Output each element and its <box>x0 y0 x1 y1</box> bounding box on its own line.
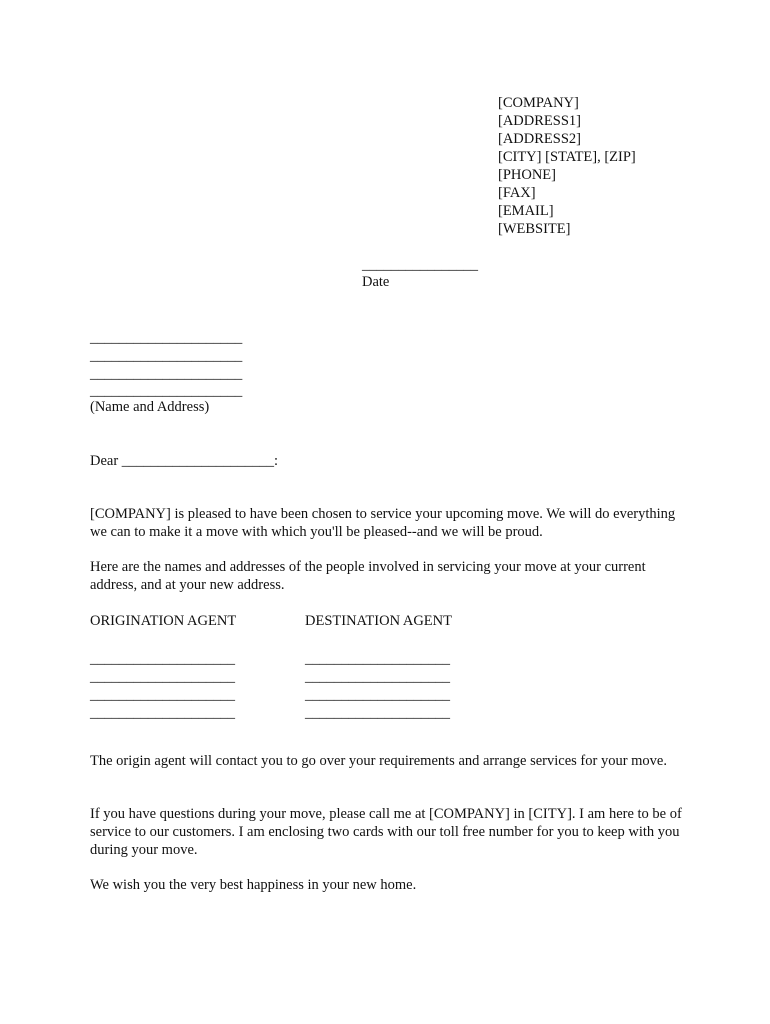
origination-agent-heading: ORIGINATION AGENT <box>90 613 237 629</box>
recipient-label: (Name and Address) <box>90 399 210 415</box>
letterhead-company: [COMPANY] <box>498 95 579 111</box>
origination-agent-line: ____________________ <box>90 687 235 703</box>
destination-agent-line: ____________________ <box>305 669 450 685</box>
recipient-line: _____________________ <box>90 330 243 346</box>
destination-agent-line: ____________________ <box>305 705 450 721</box>
letterhead-website: [WEBSITE] <box>498 221 571 237</box>
body-paragraph-3: The origin agent will contact you to go over your requirements and arrange services for your move. <box>90 753 667 769</box>
body-paragraph-5: We wish you the very best happiness in your new home. <box>90 877 417 893</box>
recipient-line: _____________________ <box>90 348 243 364</box>
letterhead-city-state-zip: [CITY] [STATE], [ZIP] <box>498 149 636 165</box>
body-paragraph-4: If you have questions during your move, please call me at [COMPANY] in [CITY]. I am here to be of service to our customers. I am enclosing two cards with our toll free number for you to keep with you during your move. <box>90 806 682 858</box>
origination-agent-line: ____________________ <box>90 705 235 721</box>
letterhead-address2: [ADDRESS2] <box>498 131 581 147</box>
letterhead-phone: [PHONE] <box>498 167 556 183</box>
destination-agent-heading: DESTINATION AGENT <box>305 613 452 629</box>
date-label: Date <box>362 274 390 290</box>
origination-agent-line: ____________________ <box>90 651 235 667</box>
date-line: ________________ <box>362 257 478 273</box>
destination-agent-line: ____________________ <box>305 687 450 703</box>
destination-agent-line: ____________________ <box>305 651 450 667</box>
recipient-line: _____________________ <box>90 366 243 382</box>
recipient-line: _____________________ <box>90 383 243 399</box>
origination-agent-line: ____________________ <box>90 669 235 685</box>
letterhead-email: [EMAIL] <box>498 203 554 219</box>
letterhead-fax: [FAX] <box>498 185 536 201</box>
body-paragraph-1: [COMPANY] is pleased to have been chosen to service your upcoming move. We will do everything we can to make it a move with which you'll be pleased--and we will be proud. <box>90 506 676 540</box>
letterhead-address1: [ADDRESS1] <box>498 113 581 129</box>
body-paragraph-2: Here are the names and addresses of the people involved in servicing your move at your current address, and at your new address. <box>90 559 646 593</box>
salutation: Dear _____________________: <box>90 453 279 469</box>
